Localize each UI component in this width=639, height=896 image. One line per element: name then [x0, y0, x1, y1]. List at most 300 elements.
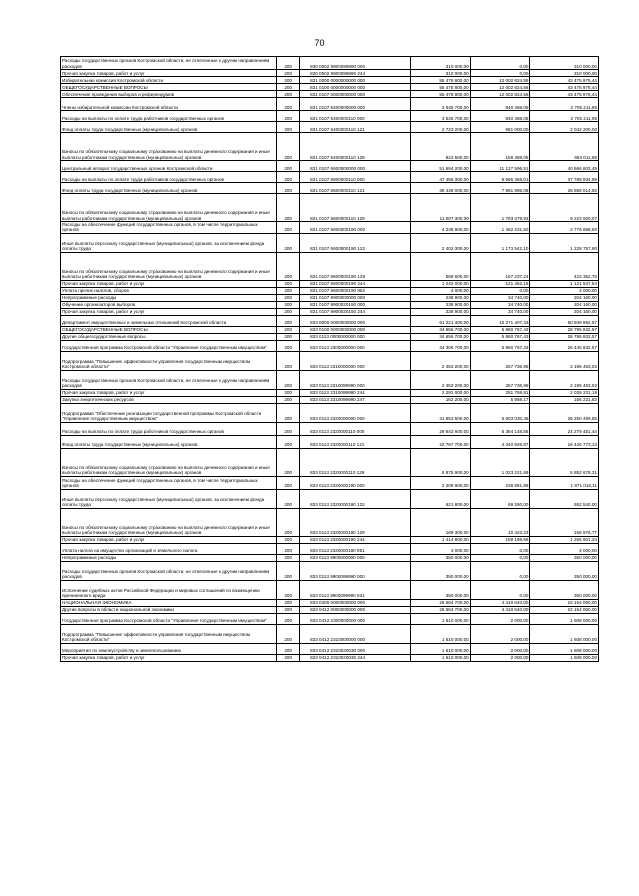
row-remaining-amount-cell: 2 042 200,00	[530, 122, 599, 133]
row-approved-amount-cell: 34 306 700,00	[410, 340, 470, 351]
row-classification-code-cell: 833 0113 2300000000 000	[300, 340, 411, 351]
row-classification-code-cell: 833 0412 2310000000 000	[300, 624, 411, 643]
row-approved-amount-cell: 350 000,00	[410, 554, 470, 561]
row-classification-code-cell: 833 0113 2320000000 000	[300, 403, 411, 422]
row-executed-amount-cell: 681 000,00	[470, 122, 530, 133]
row-classification-code-cell: 833 0113 2310000000 000	[300, 351, 411, 370]
row-remaining-amount-cell: 37 789 934,99	[530, 172, 599, 183]
row-approved-amount-cell: 11 007 300,00	[410, 194, 470, 222]
table-row	[61, 340, 599, 351]
row-remaining-amount-cell: 22 154 060,00	[530, 606, 599, 613]
row-classification-code-cell: 833 0113 2310099990 000	[300, 370, 411, 389]
row-executed-amount-cell: 11 127 596,51	[470, 161, 530, 172]
row-name-cell: Подпрограмма "Повышение эффективности управления государственным имуществом Костромской области"	[61, 624, 277, 643]
row-admin-code-cell: 200	[277, 333, 300, 340]
row-remaining-amount-cell: 28 445 932,57	[530, 340, 599, 351]
row-executed-amount-cell: 34 740,00	[470, 308, 530, 315]
row-executed-amount-cell: 12 002 824,56	[470, 91, 530, 98]
row-classification-code-cell: 833 0412 2300000000 000	[300, 613, 411, 624]
row-approved-amount-cell: 51 694 200,00	[410, 161, 470, 172]
row-executed-amount-cell: 2 000,00	[470, 654, 530, 661]
row-admin-code-cell: 200	[277, 161, 300, 172]
table-row	[61, 599, 599, 606]
row-remaining-amount-cell: 28 795 932,57	[530, 333, 599, 340]
row-approved-amount-cell: 26 564 700,00	[410, 606, 470, 613]
budget-execution-table	[60, 56, 599, 662]
row-admin-code-cell: 200	[277, 508, 300, 536]
row-admin-code-cell: 200	[277, 613, 300, 624]
row-remaining-amount-cell: 552 540,00	[530, 489, 599, 508]
row-executed-amount-cell: 1 023 221,69	[470, 448, 530, 476]
row-remaining-amount-cell: 1 971 018,11	[530, 476, 599, 489]
row-admin-code-cell: 200	[277, 543, 300, 554]
row-classification-code-cell: 833 0113 2310099990 244	[300, 389, 411, 396]
row-name-cell: Взносы по обязательному социальному страхованию на выплаты денежного содержания и иные выплаты работникам государственных (муниципальных) органов	[61, 133, 277, 161]
table-row	[61, 326, 599, 333]
row-admin-code-cell: 200	[277, 370, 300, 389]
row-approved-amount-cell: 589 600,00	[410, 252, 470, 280]
row-executed-amount-cell: 4 410 640,00	[470, 606, 530, 613]
row-name-cell: Расходы на выплаты по оплате труда работников государственных органов	[61, 422, 277, 435]
table-row	[61, 351, 599, 370]
row-remaining-amount-cell: 1 608 000,00	[530, 624, 599, 643]
table-row	[61, 161, 599, 172]
table-row	[61, 57, 599, 70]
row-classification-code-cell: 831 0107 9900000000 000	[300, 294, 411, 301]
row-classification-code-cell: 833 0113 2320000110 121	[300, 435, 411, 448]
row-classification-code-cell: 833 0113 2320000190 851	[300, 543, 411, 554]
row-classification-code-cell: 830 0502 9900099990 244	[300, 70, 411, 77]
table-row	[61, 287, 599, 294]
row-executed-amount-cell: 0,00	[470, 287, 530, 294]
row-classification-code-cell: 833 0412 0000000000 000	[300, 606, 411, 613]
row-classification-code-cell: 831 0107 6400000110 129	[300, 133, 411, 161]
row-name-cell: Расходы государственных органов Костромской области, не отнесенные к другим направлениям расходов	[61, 561, 277, 580]
row-admin-code-cell: 200	[277, 476, 300, 489]
row-approved-amount-cell: 2 723 200,00	[410, 122, 470, 133]
table-row	[61, 280, 599, 287]
row-name-cell: Взносы по обязательному социальному страхованию на выплаты денежного содержания и иные выплаты работникам государственных (муниципальных) органов	[61, 252, 277, 280]
row-admin-code-cell: 200	[277, 396, 300, 403]
row-executed-amount-cell: 0,00	[470, 554, 530, 561]
row-approved-amount-cell: 55 478 800,00	[410, 84, 470, 91]
row-remaining-amount-cell: 1 608 000,00	[530, 643, 599, 654]
table-row	[61, 301, 599, 308]
row-remaining-amount-cell: 2 195 463,02	[530, 370, 599, 389]
row-classification-code-cell: 831 0107 6600000190 129	[300, 252, 411, 280]
row-admin-code-cell: 200	[277, 98, 300, 111]
row-approved-amount-cell: 310 000,00	[410, 70, 470, 77]
row-approved-amount-cell: 350 000,00	[410, 580, 470, 599]
table-row	[61, 422, 599, 435]
table-row	[61, 624, 599, 643]
row-remaining-amount-cell: 43 475 975,44	[530, 77, 599, 84]
row-approved-amount-cell: 1 414 800,00	[410, 536, 470, 543]
row-remaining-amount-cell: 158 876,77	[530, 508, 599, 536]
row-remaining-amount-cell: 50 949 992,57	[530, 315, 599, 326]
row-executed-amount-cell: 0,00	[470, 57, 530, 70]
row-name-cell: Прочая закупка товаров, работ и услуг	[61, 308, 277, 315]
row-admin-code-cell: 200	[277, 422, 300, 435]
row-approved-amount-cell: 2 291 000,00	[410, 389, 470, 396]
row-executed-amount-cell: 257 736,98	[470, 370, 530, 389]
row-name-cell: Прочая закупка товаров, работ и услуг	[61, 654, 277, 661]
row-classification-code-cell: 833 0412 2310020030 000	[300, 643, 411, 654]
table-row	[61, 111, 599, 122]
row-name-cell: Непрограммные расходы	[61, 554, 277, 561]
row-remaining-amount-cell: 156 231,83	[530, 396, 599, 403]
row-admin-code-cell: 200	[277, 133, 300, 161]
row-remaining-amount-cell: 9 223 920,07	[530, 194, 599, 222]
row-executed-amount-cell: 12 002 824,56	[470, 84, 530, 91]
row-approved-amount-cell: 1 243 000,00	[410, 280, 470, 287]
row-admin-code-cell: 200	[277, 326, 300, 333]
row-remaining-amount-cell: 4 000,00	[530, 287, 599, 294]
row-approved-amount-cell: 36 448 000,00	[410, 183, 470, 194]
row-approved-amount-cell: 2 402 300,00	[410, 233, 470, 252]
row-classification-code-cell: 833 0113 2320000190 129	[300, 508, 411, 536]
row-classification-code-cell: 833 0113 2310099990 247	[300, 396, 411, 403]
table-row	[61, 194, 599, 222]
row-admin-code-cell: 200	[277, 233, 300, 252]
table-row	[61, 333, 599, 340]
row-classification-code-cell: 833 0113 0000000000 000	[300, 333, 411, 340]
row-remaining-amount-cell: 663 011,95	[530, 133, 599, 161]
table-row	[61, 580, 599, 599]
row-classification-code-cell: 831 0107 6400000110 121	[300, 122, 411, 133]
row-name-cell: Прочая закупка товаров, работ и услуг	[61, 280, 277, 287]
row-classification-code-cell: 833 0412 2310020030 244	[300, 654, 411, 661]
row-classification-code-cell: 833 0113 2320000190 244	[300, 536, 411, 543]
row-admin-code-cell: 200	[277, 315, 300, 326]
row-admin-code-cell: 200	[277, 554, 300, 561]
row-approved-amount-cell: 310 000,00	[410, 57, 470, 70]
row-name-cell: Другие вопросы в области национальной экономики	[61, 606, 277, 613]
row-name-cell: Прочая закупка товаров, работ и услуг	[61, 70, 277, 77]
row-classification-code-cell: 833 0113 9900099990 000	[300, 561, 411, 580]
row-admin-code-cell: 200	[277, 91, 300, 98]
row-classification-code-cell: 833 0113 2320000110 129	[300, 448, 411, 476]
row-remaining-amount-cell: 1 255 601,34	[530, 536, 599, 543]
row-admin-code-cell: 200	[277, 340, 300, 351]
row-executed-amount-cell: 251 768,81	[470, 389, 530, 396]
row-executed-amount-cell: 238 881,89	[470, 476, 530, 489]
row-admin-code-cell: 200	[277, 77, 300, 84]
row-approved-amount-cell: 34 656 700,00	[410, 333, 470, 340]
row-remaining-amount-cell: 350 000,00	[530, 580, 599, 599]
row-classification-code-cell: 831 0107 6400000000 000	[300, 98, 411, 111]
row-admin-code-cell: 200	[277, 84, 300, 91]
row-admin-code-cell: 200	[277, 183, 300, 194]
row-approved-amount-cell: 238 900,00	[410, 308, 470, 315]
row-classification-code-cell: 831 0000 0000000000 000	[300, 77, 411, 84]
row-name-cell: Расходы на обеспечение функций государственных органов, в том числе территориальных органов	[61, 476, 277, 489]
row-remaining-amount-cell: 2 039 231,19	[530, 389, 599, 396]
row-remaining-amount-cell: 28 795 932,57	[530, 326, 599, 333]
row-classification-code-cell: 833 0113 2320000110 000	[300, 422, 411, 435]
row-approved-amount-cell: 1 610 000,00	[410, 643, 470, 654]
table-row	[61, 252, 599, 280]
row-executed-amount-cell: 2 000,00	[470, 624, 530, 643]
row-name-cell: Расходы на выплаты по оплате труда работников государственных органов	[61, 111, 277, 122]
row-admin-code-cell: 200	[277, 111, 300, 122]
row-name-cell: Исполнение судебных актов Российской Федерации и мировых соглашений по возмещению причиненного вреда	[61, 580, 277, 599]
row-approved-amount-cell: 29 643 600,00	[410, 422, 470, 435]
table-row	[61, 133, 599, 161]
row-classification-code-cell: 833 0113 9900099990 831	[300, 580, 411, 599]
row-name-cell: Взносы по обязательному социальному страхованию на выплаты денежного содержания и иные выплаты работникам государственных (муниципальных) органов	[61, 194, 277, 222]
table-row	[61, 183, 599, 194]
row-executed-amount-cell: 1 173 542,10	[470, 233, 530, 252]
table-row	[61, 561, 599, 580]
row-admin-code-cell: 200	[277, 654, 300, 661]
row-admin-code-cell: 200	[277, 57, 300, 70]
row-executed-amount-cell: 10 271 407,43	[470, 315, 530, 326]
row-name-cell: Члены избирательной комиссии Костромской области	[61, 98, 277, 111]
row-admin-code-cell: 200	[277, 448, 300, 476]
row-classification-code-cell: 831 0100 0000000000 000	[300, 84, 411, 91]
row-classification-code-cell: 831 0107 9900020150 000	[300, 301, 411, 308]
row-name-cell: Государственная программа Костромской области "Управление государственным имуществом"	[61, 613, 277, 624]
row-classification-code-cell: 831 0107 9900020150 244	[300, 308, 411, 315]
row-admin-code-cell: 200	[277, 122, 300, 133]
row-remaining-amount-cell: 2 776 668,50	[530, 222, 599, 234]
row-approved-amount-cell: 1 610 000,00	[410, 624, 470, 643]
row-executed-amount-cell: 4 340 926,87	[470, 435, 530, 448]
table-row	[61, 554, 599, 561]
row-executed-amount-cell: 159 488,05	[470, 133, 530, 161]
row-executed-amount-cell: 7 881 985,08	[470, 183, 530, 194]
row-admin-code-cell: 200	[277, 172, 300, 183]
row-remaining-amount-cell: 26 250 469,55	[530, 403, 599, 422]
row-admin-code-cell: 200	[277, 599, 300, 606]
row-approved-amount-cell: 55 478 800,00	[410, 77, 470, 84]
row-remaining-amount-cell: 1 228 757,90	[530, 233, 599, 252]
row-classification-code-cell: 831 0107 6600000190 122	[300, 233, 411, 252]
row-name-cell: Подпрограмма "Повышение эффективности управления государственным имуществом Костромской области"	[61, 351, 277, 370]
row-remaining-amount-cell: 350 000,00	[530, 561, 599, 580]
row-admin-code-cell: 200	[277, 403, 300, 422]
row-name-cell: Уплата прочих налогов, сборов	[61, 287, 277, 294]
row-name-cell: ОБЩЕГОСУДАРСТВЕННЫЕ ВОПРОСЫ	[61, 84, 277, 91]
row-name-cell: Фонд оплаты труда государственных (муниципальных) органов	[61, 122, 277, 133]
row-classification-code-cell: 831 0107 6600000110 129	[300, 194, 411, 222]
row-executed-amount-cell: 5 603 030,45	[470, 403, 530, 422]
row-approved-amount-cell: 238 900,00	[410, 294, 470, 301]
row-classification-code-cell: 831 0107 6600000190 000	[300, 222, 411, 234]
row-executed-amount-cell: 840 488,05	[470, 111, 530, 122]
row-classification-code-cell: 833 0400 0000000000 000	[300, 599, 411, 606]
row-name-cell: Фонд оплаты труда государственных (муниципальных) органов	[61, 435, 277, 448]
row-classification-code-cell: 830 0502 9900099990 000	[300, 57, 411, 70]
row-admin-code-cell: 200	[277, 580, 300, 599]
row-name-cell: Иные выплаты персоналу государственных (муниципальных) органов, за исключением фонда оплаты труда	[61, 489, 277, 508]
table-row	[61, 84, 599, 91]
row-approved-amount-cell: 1 610 000,00	[410, 654, 470, 661]
row-name-cell: Подпрограмма "Обеспечение реализации государственной программы Костромской области "Управление государственным имуществом"	[61, 403, 277, 422]
row-admin-code-cell: 200	[277, 489, 300, 508]
row-admin-code-cell: 200	[277, 389, 300, 396]
row-name-cell: Иные выплаты персоналу государственных (муниципальных) органов, за исключением фонда оплаты труда	[61, 233, 277, 252]
row-executed-amount-cell: 5 968,17	[470, 396, 530, 403]
row-name-cell: Взносы по обязательному социальному страхованию на выплаты денежного содержания и иные выплаты работникам государственных (муниципальных) органов	[61, 448, 277, 476]
table-row	[61, 643, 599, 654]
table-row	[61, 98, 599, 111]
row-approved-amount-cell: 47 455 300,00	[410, 172, 470, 183]
row-name-cell: Фонд оплаты труда государственных (муниципальных) органов	[61, 183, 277, 194]
row-classification-code-cell: 833 0113 2320000190 000	[300, 476, 411, 489]
row-executed-amount-cell: 840 488,05	[470, 98, 530, 111]
row-name-cell: Расходы на обеспечение функций государственных органов, в том числе территориальных органов	[61, 222, 277, 234]
row-approved-amount-cell: 2 209 900,00	[410, 476, 470, 489]
row-classification-code-cell: 831 0107 6600000190 244	[300, 280, 411, 287]
row-executed-amount-cell: 9 665 365,01	[470, 172, 530, 183]
page-number: 70	[314, 38, 325, 48]
table-row	[61, 654, 599, 661]
row-admin-code-cell: 200	[277, 561, 300, 580]
row-name-cell: Закупка энергетических ресурсов	[61, 396, 277, 403]
row-name-cell: Обучение организаторов выборов	[61, 301, 277, 308]
row-name-cell: Департамент имущественных и земельных отношений Костромской области	[61, 315, 277, 326]
row-remaining-amount-cell: 2 195 463,02	[530, 351, 599, 370]
row-executed-amount-cell: 257 736,98	[470, 351, 530, 370]
row-approved-amount-cell: 2 453 200,00	[410, 351, 470, 370]
row-classification-code-cell: 831 0107 6600000190 852	[300, 287, 411, 294]
row-executed-amount-cell: 159 198,66	[470, 536, 530, 543]
row-classification-code-cell: 831 0107 6400000110 000	[300, 111, 411, 122]
row-approved-amount-cell: 621 800,00	[410, 489, 470, 508]
table-row	[61, 294, 599, 301]
row-name-cell: Уплата налога на имущество организаций и земельного налога	[61, 543, 277, 554]
row-approved-amount-cell: 3 545 700,00	[410, 111, 470, 122]
row-approved-amount-cell: 822 500,00	[410, 133, 470, 161]
row-remaining-amount-cell: 5 852 678,31	[530, 448, 599, 476]
row-name-cell: Непрограммные расходы	[61, 294, 277, 301]
row-executed-amount-cell: 121 452,16	[470, 280, 530, 287]
row-remaining-amount-cell: 422 362,76	[530, 252, 599, 280]
row-classification-code-cell: 831 0107 0000000000 000	[300, 91, 411, 98]
row-executed-amount-cell: 12 002 824,59	[470, 77, 530, 84]
row-classification-code-cell: 831 0107 6600000110 000	[300, 172, 411, 183]
row-executed-amount-cell: 4 410 640,00	[470, 599, 530, 606]
row-name-cell: Другие общегосударственные вопросы	[61, 333, 277, 340]
row-approved-amount-cell: 31 853 500,00	[410, 403, 470, 422]
row-classification-code-cell: 833 0113 9900000000 000	[300, 554, 411, 561]
table-row	[61, 508, 599, 536]
row-admin-code-cell: 200	[277, 536, 300, 543]
row-executed-amount-cell: 34 740,00	[470, 301, 530, 308]
row-executed-amount-cell: 1 462 231,50	[470, 222, 530, 234]
table-row	[61, 448, 599, 476]
row-remaining-amount-cell: 1 608 000,00	[530, 613, 599, 624]
row-admin-code-cell: 200	[277, 252, 300, 280]
table-row	[61, 172, 599, 183]
row-admin-code-cell: 200	[277, 222, 300, 234]
row-name-cell: Центральный аппарат государственных органов Костромской области	[61, 161, 277, 172]
row-name-cell: Расходы государственных органов Костромской области, не отнесенные к другим направлениям расходов	[61, 57, 277, 70]
row-approved-amount-cell: 61 221 400,00	[410, 315, 470, 326]
row-remaining-amount-cell: 2 705 211,95	[530, 98, 599, 111]
row-admin-code-cell: 200	[277, 624, 300, 643]
table-row	[61, 222, 599, 234]
row-admin-code-cell: 200	[277, 280, 300, 287]
row-remaining-amount-cell: 310 000,00	[530, 70, 599, 77]
row-remaining-amount-cell: 43 475 975,44	[530, 91, 599, 98]
row-remaining-amount-cell: 1 121 547,84	[530, 280, 599, 287]
row-executed-amount-cell: 0,00	[470, 70, 530, 77]
row-name-cell: Расходы государственных органов Костромской области, не отнесенные к другим направлениям расходов	[61, 370, 277, 389]
row-admin-code-cell: 200	[277, 351, 300, 370]
row-approved-amount-cell: 350 000,00	[410, 561, 470, 580]
row-executed-amount-cell: 1 783 379,93	[470, 194, 530, 222]
table-row	[61, 489, 599, 508]
row-remaining-amount-cell: 40 566 603,49	[530, 161, 599, 172]
row-executed-amount-cell: 167 237,24	[470, 252, 530, 280]
table-body	[61, 57, 599, 662]
row-approved-amount-cell: 2 453 200,00	[410, 370, 470, 389]
table-row	[61, 70, 599, 77]
row-approved-amount-cell: 169 300,00	[410, 508, 470, 536]
table-row	[61, 308, 599, 315]
row-classification-code-cell: 831 0107 6600000000 000	[300, 161, 411, 172]
table-row	[61, 536, 599, 543]
row-remaining-amount-cell: 350 000,00	[530, 554, 599, 561]
row-executed-amount-cell: 2 000,00	[470, 643, 530, 654]
row-admin-code-cell: 200	[277, 308, 300, 315]
table-row	[61, 122, 599, 133]
row-remaining-amount-cell: 204 160,00	[530, 301, 599, 308]
row-admin-code-cell: 200	[277, 606, 300, 613]
row-admin-code-cell: 200	[277, 294, 300, 301]
row-name-cell: ОБЩЕГОСУДАРСТВЕННЫЕ ВОПРОСЫ	[61, 326, 277, 333]
table-row	[61, 370, 599, 389]
row-approved-amount-cell: 162 200,00	[410, 396, 470, 403]
row-remaining-amount-cell: 43 475 975,44	[530, 84, 599, 91]
row-classification-code-cell: 831 0107 6600000110 121	[300, 183, 411, 194]
row-name-cell: Прочая закупка товаров, работ и услуг	[61, 536, 277, 543]
row-classification-code-cell: 833 0100 0000000000 000	[300, 326, 411, 333]
row-executed-amount-cell: 10 423,23	[470, 508, 530, 536]
row-name-cell: Государственная программа Костромской области "Управление государственным имуществом"	[61, 340, 277, 351]
row-executed-amount-cell: 0,00	[470, 543, 530, 554]
row-admin-code-cell: 200	[277, 643, 300, 654]
row-remaining-amount-cell: 24 279 451,44	[530, 422, 599, 435]
row-name-cell: Обеспечение проведения выборов и референдумов	[61, 91, 277, 98]
row-executed-amount-cell: 34 740,00	[470, 294, 530, 301]
row-name-cell: Взносы по обязательному социальному страхованию на выплаты денежного содержания и иные выплаты работникам государственных (муниципальных) органов	[61, 508, 277, 536]
row-approved-amount-cell: 4 000,00	[410, 543, 470, 554]
row-approved-amount-cell: 4 000,00	[410, 287, 470, 294]
table-row	[61, 389, 599, 396]
row-approved-amount-cell: 4 238 900,00	[410, 222, 470, 234]
row-admin-code-cell: 200	[277, 194, 300, 222]
row-remaining-amount-cell: 22 154 060,00	[530, 599, 599, 606]
row-executed-amount-cell: 5 860 767,43	[470, 333, 530, 340]
row-executed-amount-cell: 2 000,00	[470, 613, 530, 624]
row-executed-amount-cell: 5 860 767,43	[470, 340, 530, 351]
row-name-cell: Избирательная комиссия Костромской области	[61, 77, 277, 84]
row-remaining-amount-cell: 28 566 014,92	[530, 183, 599, 194]
row-remaining-amount-cell: 1 608 000,00	[530, 654, 599, 661]
table-row	[61, 543, 599, 554]
row-remaining-amount-cell: 204 160,00	[530, 294, 599, 301]
table-row	[61, 315, 599, 326]
row-remaining-amount-cell: 18 426 773,13	[530, 435, 599, 448]
table-row	[61, 606, 599, 613]
row-name-cell: Расходы на выплаты по оплате труда работников государственных органов	[61, 172, 277, 183]
row-admin-code-cell: 200	[277, 435, 300, 448]
row-name-cell: НАЦИОНАЛЬНАЯ ЭКОНОМИКА	[61, 599, 277, 606]
